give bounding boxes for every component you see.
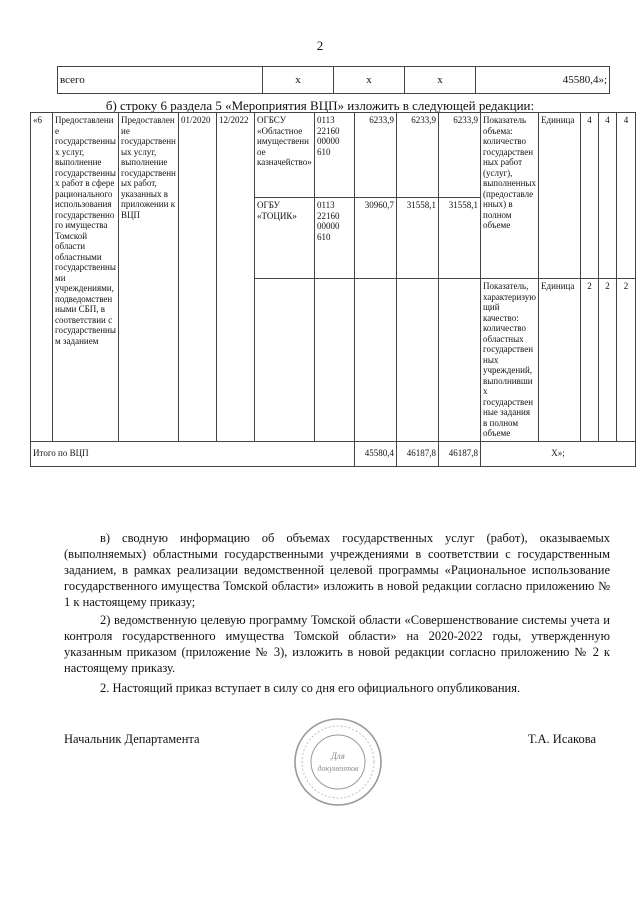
service-description: Предоставление государственных услуг, выполнение государственных работ, указанных в приложении к ВЦП — [119, 113, 179, 442]
table-cell: 2 — [599, 279, 617, 442]
table-row — [31, 113, 636, 198]
table-cell: 30960,7 — [355, 198, 397, 279]
table-cell — [397, 279, 439, 442]
table-cell: 31558,1 — [439, 198, 481, 279]
table-cell — [255, 279, 315, 442]
paragraph-text: в) сводную информацию об объемах государственных услуг (работ), оказываемых (выполняемых) областными государственными учреждениями в соответствии с государственным заданием, в рамках реализации ведомственной целевой программы «Рациональное использование государственного имущества Томской области» изложить в новой редакции согласно приложению № 1 к настоящему приказу; — [64, 531, 610, 609]
table-row — [58, 67, 610, 94]
table-cell: 46187,8 — [439, 441, 481, 466]
total-label: всего — [58, 67, 263, 94]
table-cell: 31558,1 — [397, 198, 439, 279]
table-cell: х — [263, 67, 334, 94]
total-value: 45580,4»; — [476, 67, 610, 94]
org-name: ОГБСУ «Областное имущественное казначейство» — [255, 113, 315, 198]
table-cell: х — [405, 67, 476, 94]
total-summary-table — [57, 66, 610, 94]
table-cell: 45580,4 — [355, 441, 397, 466]
table-cell: 4 — [599, 113, 617, 279]
paragraph-v — [64, 530, 610, 610]
total-label: Итого по ВЦП — [31, 441, 355, 466]
table-cell — [315, 279, 355, 442]
table-cell: х — [334, 67, 405, 94]
budget-code: 0113 22160 00000 610 — [315, 198, 355, 279]
indicator-name: Показатель, характеризующий качество: количество областных государственных учреждений, выполнивших государственные задания в полном объеме — [481, 279, 539, 442]
indicator-unit: Единица — [539, 113, 581, 279]
indicator-unit: Единица — [539, 279, 581, 442]
row-number: «6 — [31, 113, 53, 442]
table-cell: 6233,9 — [355, 113, 397, 198]
table-cell: Х»; — [481, 441, 636, 466]
end-date: 12/2022 — [217, 113, 255, 442]
org-name: ОГБУ «ТОЦИК» — [255, 198, 315, 279]
table-cell: 6233,9 — [439, 113, 481, 198]
measures-table — [30, 112, 636, 467]
stamp-seal — [292, 716, 384, 808]
table-cell: 46187,8 — [397, 441, 439, 466]
svg-text:Для: Для — [331, 751, 345, 761]
service-name: Предоставление государственных услуг, выполнение государственных работ в сфере рационального использования государственного имущества Томской области областными государственными учреждениями, подведомственными СБП, в соответствии с государственным заданием — [53, 113, 119, 442]
table-row — [31, 441, 636, 466]
subheading: б) строку 6 раздела 5 «Мероприятия ВЦП» изложить в следующей редакции: — [105, 98, 535, 113]
paragraph-text: 2) ведомственную целевую программу Томской области «Совершенствование системы учета и контроля государственного имущества Томской области» на 2020-2022 годы, утвержденную указанным приказом (приложение № 3), изложить в новой редакции согласно приложению № 2 к настоящему приказу. — [64, 613, 610, 675]
signatory-name: Т.А. Исакова — [528, 732, 597, 746]
page-number: 2 — [316, 38, 324, 53]
table-cell: 2 — [581, 279, 599, 442]
svg-text:документов: документов — [317, 764, 359, 773]
signatory-position: Начальник Департамента — [64, 732, 200, 746]
paragraph-effective — [64, 680, 610, 696]
table-cell — [439, 279, 481, 442]
table-cell — [355, 279, 397, 442]
table-cell: 6233,9 — [397, 113, 439, 198]
paragraph-2 — [64, 612, 610, 676]
table-cell: 4 — [617, 113, 636, 279]
table-cell: 2 — [617, 279, 636, 442]
paragraph-text: 2. Настоящий приказ вступает в силу со дня его официального опубликования. — [100, 681, 521, 695]
start-date: 01/2020 — [179, 113, 217, 442]
indicator-name: Показатель объема: количество государственных работ (услуг), выполненных (предоставленных) в полном объеме — [481, 113, 539, 279]
table-cell: 4 — [581, 113, 599, 279]
budget-code: 0113 22160 00000 610 — [315, 113, 355, 198]
